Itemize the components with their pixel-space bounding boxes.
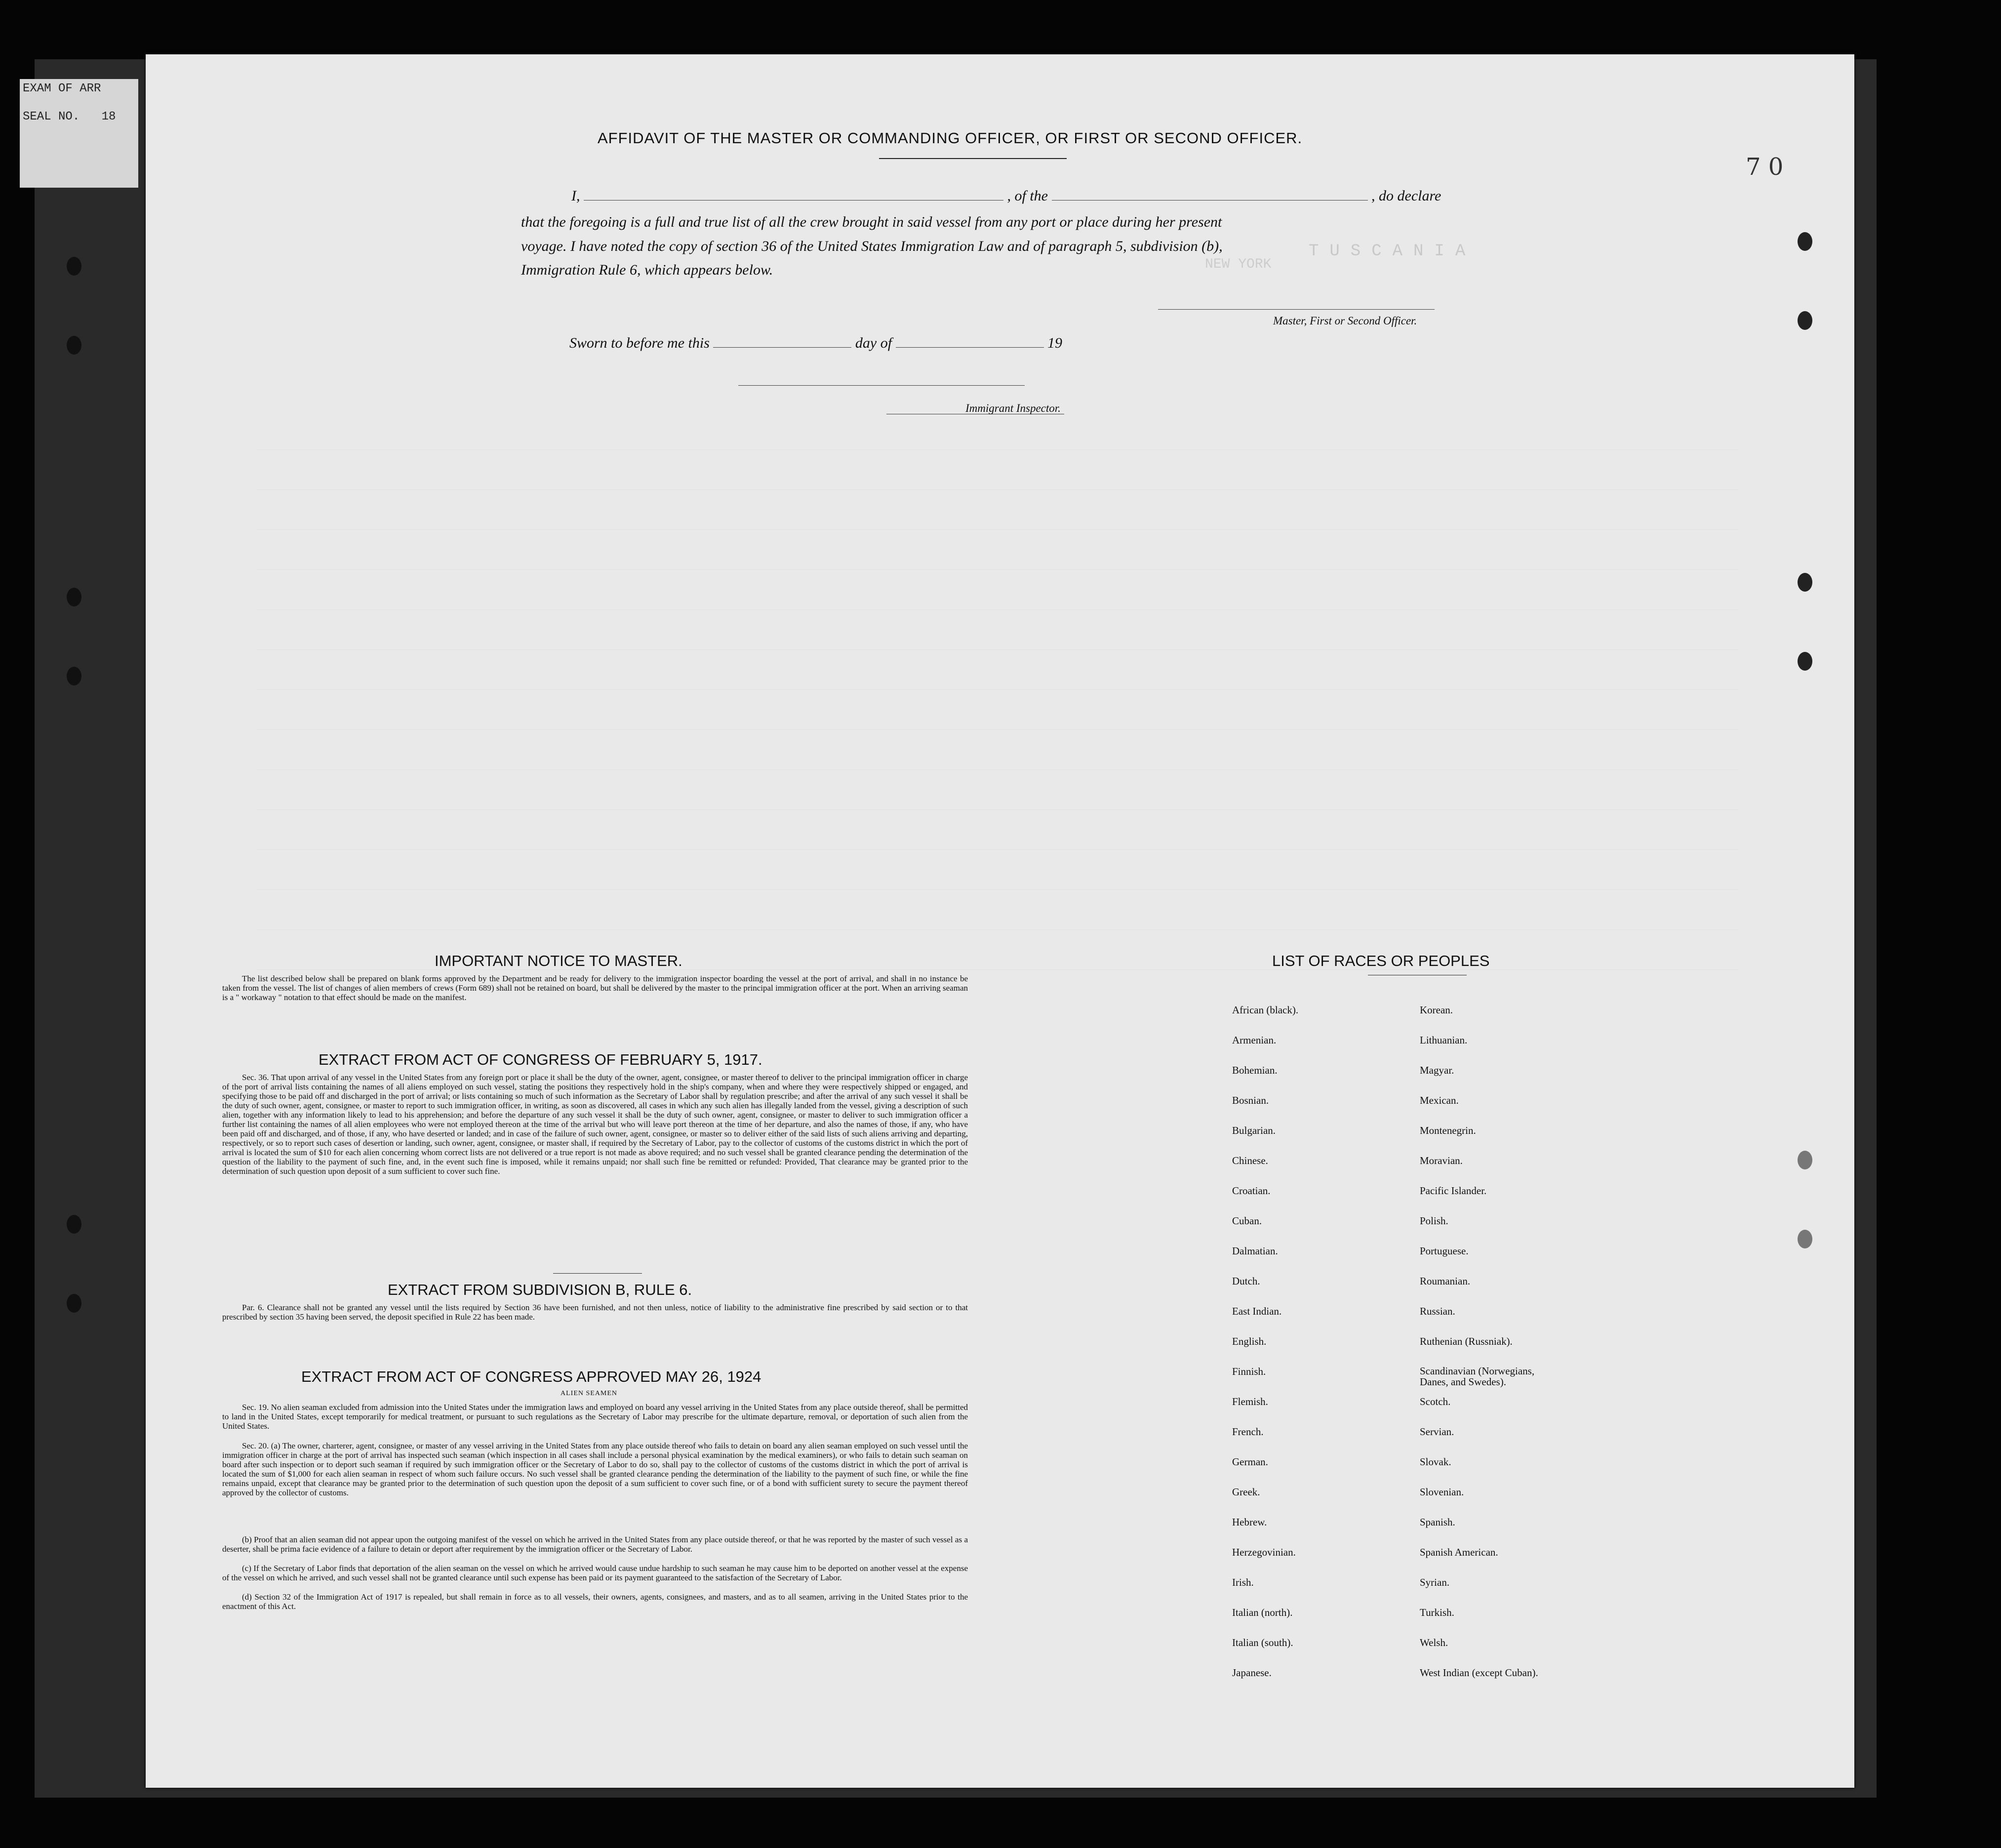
race-item: Flemish. (1232, 1396, 1268, 1407)
affidavit-line-4: Immigration Rule 6, which appears below. (521, 262, 773, 278)
races-heading: LIST OF RACES OR PEOPLES (1272, 952, 1490, 969)
race-item: Greek. (1232, 1486, 1260, 1498)
inspector-label: Immigrant Inspector. (965, 402, 1061, 414)
race-item: Magyar. (1420, 1064, 1454, 1076)
race-item: Irish. (1232, 1576, 1254, 1588)
race-item: Welsh. (1420, 1637, 1448, 1648)
punch-hole (67, 257, 81, 276)
extract-rule6-heading: EXTRACT FROM SUBDIVISION B, RULE 6. (388, 1281, 692, 1298)
notice-body: The list described below shall be prepared on blank forms approved by the Department and be ready for delivery to the immigration inspector boarding the vessel at the port of arrival, and shall in no instance be taken from the vessel. The list of changes of alien members of crews (Form 689) shall not be retained on board, but shall be delivered by the master to the principal immigration officer at the port. When an arriving seaman is a " workaway " notation to that effect should be made on the manifest. (222, 974, 968, 1002)
race-item: Scandinavian (Norwegians, Danes, and Swedes). (1420, 1365, 1535, 1388)
corner-handwritten-mark: 7 0 (1746, 153, 1784, 181)
punch-hole (1798, 311, 1812, 330)
extract-1917-body: Sec. 36. That upon arrival of any vessel in the United States from any foreign port or place it shall be the duty of the owner, agent, consignee, or master thereof to deliver to the principal immigration officer in charge of the port of arrival lists containing the names of all aliens employed on such vessel, stating the positions they respectively hold in the ship's company, when and where they were respectively shipped or engaged, and specifying those to be paid off and discharged in the port of arrival; or lists containing so much of such information as the Secretary of Labor shall by regulation prescribe; and after the arrival of any such vessel it shall be the duty of such owner, agent, consignee, or master to report to such immigration officer, in writing, as soon as discovered, all cases in which any such alien has illegally landed from the vessel, giving a description of such alien, together with any information likely to lead to his apprehension; and before the departure of any such vessel it shall be the duty of such owner, agent, consignee, or master to deliver to such immigration officer a further list containing the names of all alien employees who were not employed thereon at the time of the arrival but who will leave port thereon at the time of her departure, and also the names of those, if any, who have been paid off and discharged, and of those, if any, who have deserted or landed; and in case of the failure of such owner, agent, consignee, or master so to deliver either of the said lists of such aliens arriving and departing, respectively, or so to report such cases of desertion or landing, such owner, agent, consignee, or master shall, if required by the Secretary of Labor, pay to the collector of customs of the customs district in which the port of arrival is located the sum of $10 for each alien concerning whom correct lists are not delivered or a true report is not made as above required; and no such vessel shall be granted clearance pending the determination of the question of the liability to the payment of such fine, and, in the event such fine is imposed, while it remains unpaid; nor shall such fine be remitted or refunded: Provided, That clearance may be granted prior to the determination of such question upon deposit of a sum sufficient to cover such fine. (222, 1073, 968, 1176)
races-right-column (1420, 1004, 1548, 1697)
races-left-column (1232, 1004, 1298, 1697)
punch-hole (1798, 232, 1812, 251)
race-item: Bohemian. (1232, 1064, 1278, 1076)
race-item: Polish. (1420, 1215, 1448, 1227)
punch-hole (1798, 652, 1812, 671)
sworn-year: 19 (1047, 335, 1063, 351)
sworn-day-of: day of (855, 335, 892, 351)
race-item: Cuban. (1232, 1215, 1262, 1227)
punch-hole (1798, 1151, 1812, 1169)
exam-stamp (20, 79, 138, 188)
race-item: Syrian. (1420, 1576, 1450, 1588)
extract-1924-sec20a: Sec. 20. (a) The owner, charterer, agent, consignee, or master of any vessel arriving in the United States from any place outside thereof who fails to detain on board any alien seaman employed on such vessel until the immigration officer in charge at the port of arrival has inspected such seaman (which inspection in all cases shall include a personal physical examination by the medical examiners), or who fails to detain such seaman on board after such inspection or to deport such seaman if required by such immigration officer or the Secretary of Labor to do so, shall pay to the collector of customs of the customs district in which the port of arrival is located the sum of $1,000 for each alien seaman in respect of whom such failure occurs. No such vessel shall be granted clearance pending the determination of the liability to the payment of such fine, or while the fine remains unpaid, except that clearance may be granted prior to the determination of such question upon the deposit of a sum sufficient to cover such fine, or of a bond with sufficient surety to secure the payment thereof approved by the collector of customs. (222, 1441, 968, 1497)
extract-rule6-body: Par. 6. Clearance shall not be granted any vessel until the lists required by Section 36 have been furnished, and not then unless, notice of liability to the administrative fine prescribed by said section or to that prescribed by section 35 having been served, the deposit specified in Rule 22 has been made. (222, 1303, 968, 1322)
manifest-page (146, 54, 1854, 1788)
race-item: French. (1232, 1426, 1264, 1438)
race-item: Slovenian. (1420, 1486, 1464, 1498)
race-item: Spanish American. (1420, 1546, 1498, 1558)
race-item: Slovak. (1420, 1456, 1451, 1468)
master-name-field[interactable] (584, 200, 1003, 201)
punch-hole (67, 1215, 81, 1234)
punch-hole (67, 667, 81, 685)
sworn-line (569, 335, 1062, 352)
title-underline (879, 158, 1067, 159)
vessel-name-field[interactable] (1052, 200, 1368, 201)
race-item: Bulgarian. (1232, 1125, 1276, 1136)
sworn-prefix: Sworn to before me this (569, 335, 710, 351)
affidavit-line-2: that the foregoing is a full and true list of all the crew brought in said vessel from any port or place during her present (521, 214, 1222, 230)
bleedthrough-port-name: NEW YORK (1205, 257, 1272, 272)
extract-1924-subheading: ALIEN SEAMEN (560, 1390, 618, 1397)
race-item: Mexican. (1420, 1094, 1459, 1106)
race-item: Croatian. (1232, 1185, 1271, 1197)
extract-1924-sec20c: (c) If the Secretary of Labor finds that deportation of the alien seaman on the vessel on which he arrived would cause undue hardship to such seaman he may cause him to be deported on another vessel at the expense of the vessel on which he arrived, and such vessel shall not be granted clearance until such expense has been paid or its payment guaranteed to the satisfaction of the Secretary of Labor. (222, 1564, 968, 1582)
stamp-number: 18 (101, 110, 116, 123)
affidavit-declare: , do declare (1371, 188, 1441, 204)
race-item: Montenegrin. (1420, 1125, 1476, 1136)
punch-hole (67, 1294, 81, 1313)
race-item: Armenian. (1232, 1034, 1277, 1046)
race-item: Italian (south). (1232, 1637, 1293, 1648)
race-item: Lithuanian. (1420, 1034, 1468, 1046)
master-signature-line[interactable] (1158, 309, 1435, 310)
affidavit-i: I, (571, 188, 580, 204)
race-item: West Indian (except Cuban). (1420, 1667, 1538, 1679)
extract-1917-end-rule (553, 1273, 642, 1274)
notice-heading: IMPORTANT NOTICE TO MASTER. (435, 952, 682, 969)
race-item: Japanese. (1232, 1667, 1272, 1679)
extract-1924-heading: EXTRACT FROM ACT OF CONGRESS APPROVED MAY 26, 1924 (301, 1368, 761, 1385)
race-item: Korean. (1420, 1004, 1453, 1016)
extract-1924-sec20b: (b) Proof that an alien seaman did not appear upon the outgoing manifest of the vessel on which he arrived in the United States from any place outside thereof, or that he was reported by the master of such vessel as a deserter, shall be prima facie evidence of a failure to detain or deport after requirement by the immigration officer or the Secretary of Labor. (222, 1535, 968, 1554)
race-item: English. (1232, 1335, 1267, 1347)
race-item: Spanish. (1420, 1516, 1455, 1528)
race-item: Italian (north). (1232, 1607, 1293, 1618)
race-item: Chinese. (1232, 1155, 1268, 1166)
race-item: Herzegovinian. (1232, 1546, 1296, 1558)
race-item: Russian. (1420, 1305, 1455, 1317)
race-item: German. (1232, 1456, 1268, 1468)
race-item: Moravian. (1420, 1155, 1463, 1166)
stamp-line-1: EXAM OF ARR (23, 82, 101, 95)
affidavit-line-1 (571, 188, 1441, 204)
bleedthrough-vessel-name: TUSCANIA (1309, 242, 1477, 261)
race-item: Dutch. (1232, 1275, 1260, 1287)
race-item: Turkish. (1420, 1607, 1454, 1618)
punch-hole (67, 588, 81, 606)
punch-hole (67, 336, 81, 355)
race-item: Hebrew. (1232, 1516, 1267, 1528)
race-item: East Indian. (1232, 1305, 1282, 1317)
punch-hole (1798, 1230, 1812, 1248)
stamp-line-2: SEAL NO. (23, 110, 80, 123)
race-item: Portuguese. (1420, 1245, 1469, 1257)
extract-1924-sec20d: (d) Section 32 of the Immigration Act of 1917 is repealed, but shall remain in force as to all vessels, their owners, agents, consignees, and masters, and as to all seamen, arriving in the United States prior to the enactment of this Act. (222, 1592, 968, 1611)
sworn-month-field[interactable] (896, 347, 1044, 348)
race-item: African (black). (1232, 1004, 1299, 1016)
race-item: Dalmatian. (1232, 1245, 1278, 1257)
race-item: Servian. (1420, 1426, 1454, 1438)
sworn-day-field[interactable] (713, 347, 851, 348)
inspector-signature-line[interactable] (738, 385, 1025, 386)
race-item: Bosnian. (1232, 1094, 1269, 1106)
affidavit-line-3: voyage. I have noted the copy of section 36 of the United States Immigration Law and of paragraph 5, subdivision (b), (521, 238, 1223, 254)
extract-1917-heading: EXTRACT FROM ACT OF CONGRESS OF FEBRUARY 5, 1917. (319, 1051, 762, 1068)
race-item: Scotch. (1420, 1396, 1451, 1407)
race-item: Finnish. (1232, 1366, 1266, 1377)
affidavit-title: AFFIDAVIT OF THE MASTER OR COMMANDING OFFICER, OR FIRST OR SECOND OFFICER. (598, 129, 1303, 147)
master-signature-label: Master, First or Second Officer. (1273, 315, 1417, 327)
extract-1924-sec19: Sec. 19. No alien seaman excluded from admission into the United States under the immigration laws and employed on board any vessel arriving in the United States from any place outside thereof, shall be permitted to land in the United States, except temporarily for medical treatment, or pursuant to such regulations as the Secretary of Labor may prescribe for the ultimate departure, removal, or deportation of such alien from the United States. (222, 1403, 968, 1431)
race-item: Ruthenian (Russniak). (1420, 1335, 1513, 1347)
punch-hole (1798, 573, 1812, 592)
race-item: Roumanian. (1420, 1275, 1471, 1287)
race-item: Pacific Islander. (1420, 1185, 1487, 1197)
affidavit-of-the: , of the (1007, 188, 1048, 204)
